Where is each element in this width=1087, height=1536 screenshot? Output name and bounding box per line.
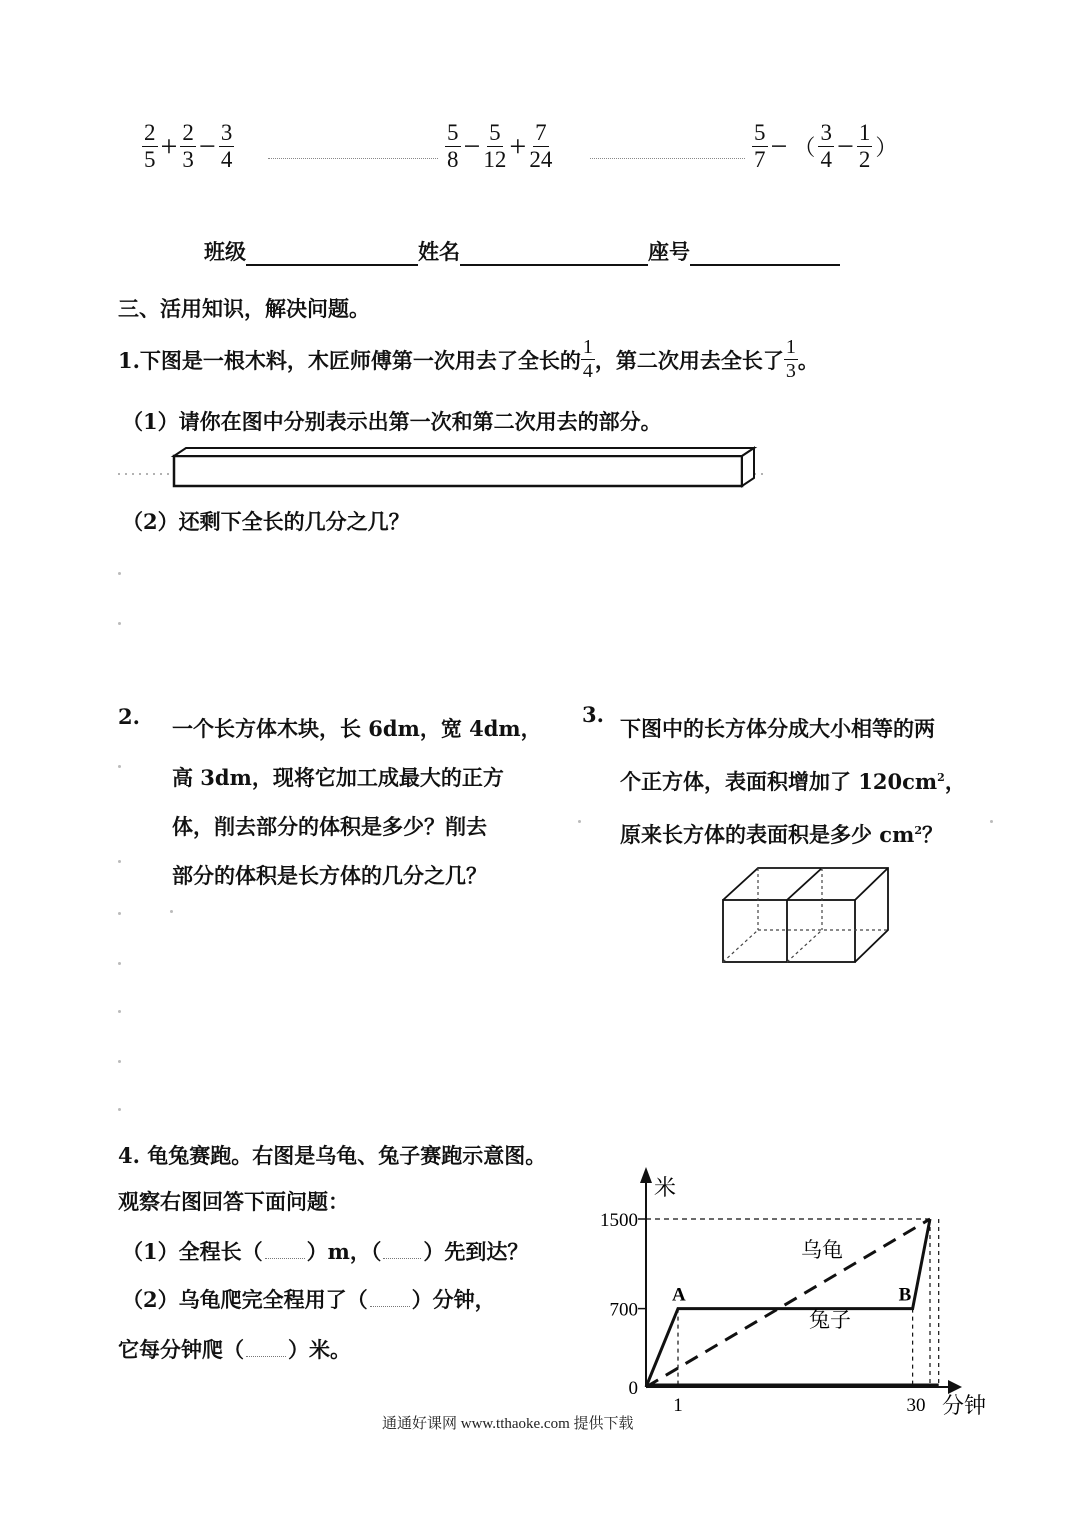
x-tick-label: 30 [906, 1395, 926, 1416]
y-tick-label: 700 [609, 1299, 638, 1321]
wood-bar-figure[interactable] [118, 440, 768, 496]
question-2: 一个长方体木块，长 6dm，宽 4dm， 高 3dm，现将它加工成最大的正方 体，削去部分的体积是多少？削去 部分的体积是长方体的几分之几？ [172, 716, 542, 888]
series-label: 乌龟 [801, 1238, 843, 1262]
name-label: 姓名 [418, 239, 460, 264]
section-title: 三、活用知识，解决问题。 [118, 296, 370, 321]
question-4-sub-2: （2）乌龟爬完全程用了（ ）分钟， [122, 1287, 496, 1312]
seat-blank[interactable] [690, 264, 840, 266]
question-1-sub-1: （1）请你在图中分别表示出第一次和第二次用去的部分。 [122, 409, 662, 434]
fraction: $\frac{1}{4}$ [582, 336, 593, 382]
fraction: $\frac{7}{24}$ [529, 120, 553, 173]
seat-label: 座号 [648, 239, 690, 264]
expression-3: $\frac{5}{7}$ − （ $\frac{3}{4}$ − $\frac{1}{2}$ ） [754, 120, 898, 173]
y-tick-label: 0 [628, 1378, 638, 1399]
student-info-line [204, 236, 840, 266]
x-axis-label: 分钟 [942, 1393, 987, 1418]
question-3-number: 3. [582, 702, 604, 727]
y-axis-label: 米 [654, 1175, 677, 1200]
series-label: 兔子 [809, 1308, 851, 1332]
x-axis-arrow [948, 1380, 962, 1394]
question-4-title: 4. 龟兔赛跑。右图是乌龟、兔子赛跑示意图。 [118, 1143, 547, 1168]
question-2-number: 2. [118, 704, 140, 729]
fraction: $\frac{3}{4}$ [820, 120, 832, 173]
expression-2: $\frac{5}{8}$ − $\frac{5}{12}$ + $\frac{7}{24}$ [447, 120, 553, 173]
race-chart [590, 1165, 1000, 1425]
point-label: B [898, 1284, 912, 1306]
fraction: $\frac{5}{7}$ [754, 120, 766, 173]
fraction: $\frac{5}{8}$ [447, 120, 459, 173]
answer-dots[interactable] [590, 158, 745, 159]
answer-blank[interactable] [246, 1356, 286, 1357]
question-1: 1.下图是一根木料，木匠师傅第一次用去了全长的 $\frac{1}{4}$ ，第二次用去全长了 $\frac{1}{3}$ 。 [118, 336, 819, 382]
question-3: 下图中的长方体分成大小相等的两 个正方体，表面积增加了 $120cm^2$， 原来长方体的表面积是多少 $cm^2$？ [620, 716, 966, 847]
fraction: $\frac{1}{3}$ [785, 336, 796, 382]
class-blank[interactable] [246, 264, 418, 266]
question-1-sub-2: （2）还剩下全长的几分之几？ [122, 509, 410, 534]
class-label: 班级 [204, 239, 246, 264]
fraction: $\frac{2}{3}$ [182, 120, 194, 173]
fraction: $\frac{1}{2}$ [858, 120, 871, 173]
expression-1: $\frac{2}{5}$ + $\frac{2}{3}$ − $\frac{3}{4}$ [144, 120, 233, 173]
question-4-sub-3: 它每分钟爬（ ）米。 [118, 1337, 351, 1362]
fraction: $\frac{3}{4}$ [220, 120, 233, 173]
fraction: $\frac{5}{12}$ [483, 120, 507, 173]
answer-dots[interactable] [268, 158, 438, 159]
fraction: $\frac{2}{5}$ [144, 120, 156, 173]
y-axis-arrow [640, 1167, 652, 1183]
x-tick-label: 1 [673, 1395, 683, 1416]
question-4-intro: 观察右图回答下面问题： [118, 1189, 349, 1214]
answer-blank[interactable] [383, 1258, 421, 1259]
name-blank[interactable] [460, 264, 648, 266]
answer-blank[interactable] [265, 1258, 305, 1259]
series-tortoise [646, 1219, 930, 1387]
footer-watermark: 通通好课网 www.tthaoke.com 提供下载 [382, 1416, 634, 1432]
question-4-sub-1: （1）全程长（ ）m，（ ）先到达？ [122, 1239, 529, 1264]
answer-blank[interactable] [370, 1306, 410, 1307]
cuboid-figure [716, 862, 896, 968]
point-label: A [672, 1284, 686, 1306]
y-tick-label: 1500 [600, 1210, 638, 1231]
